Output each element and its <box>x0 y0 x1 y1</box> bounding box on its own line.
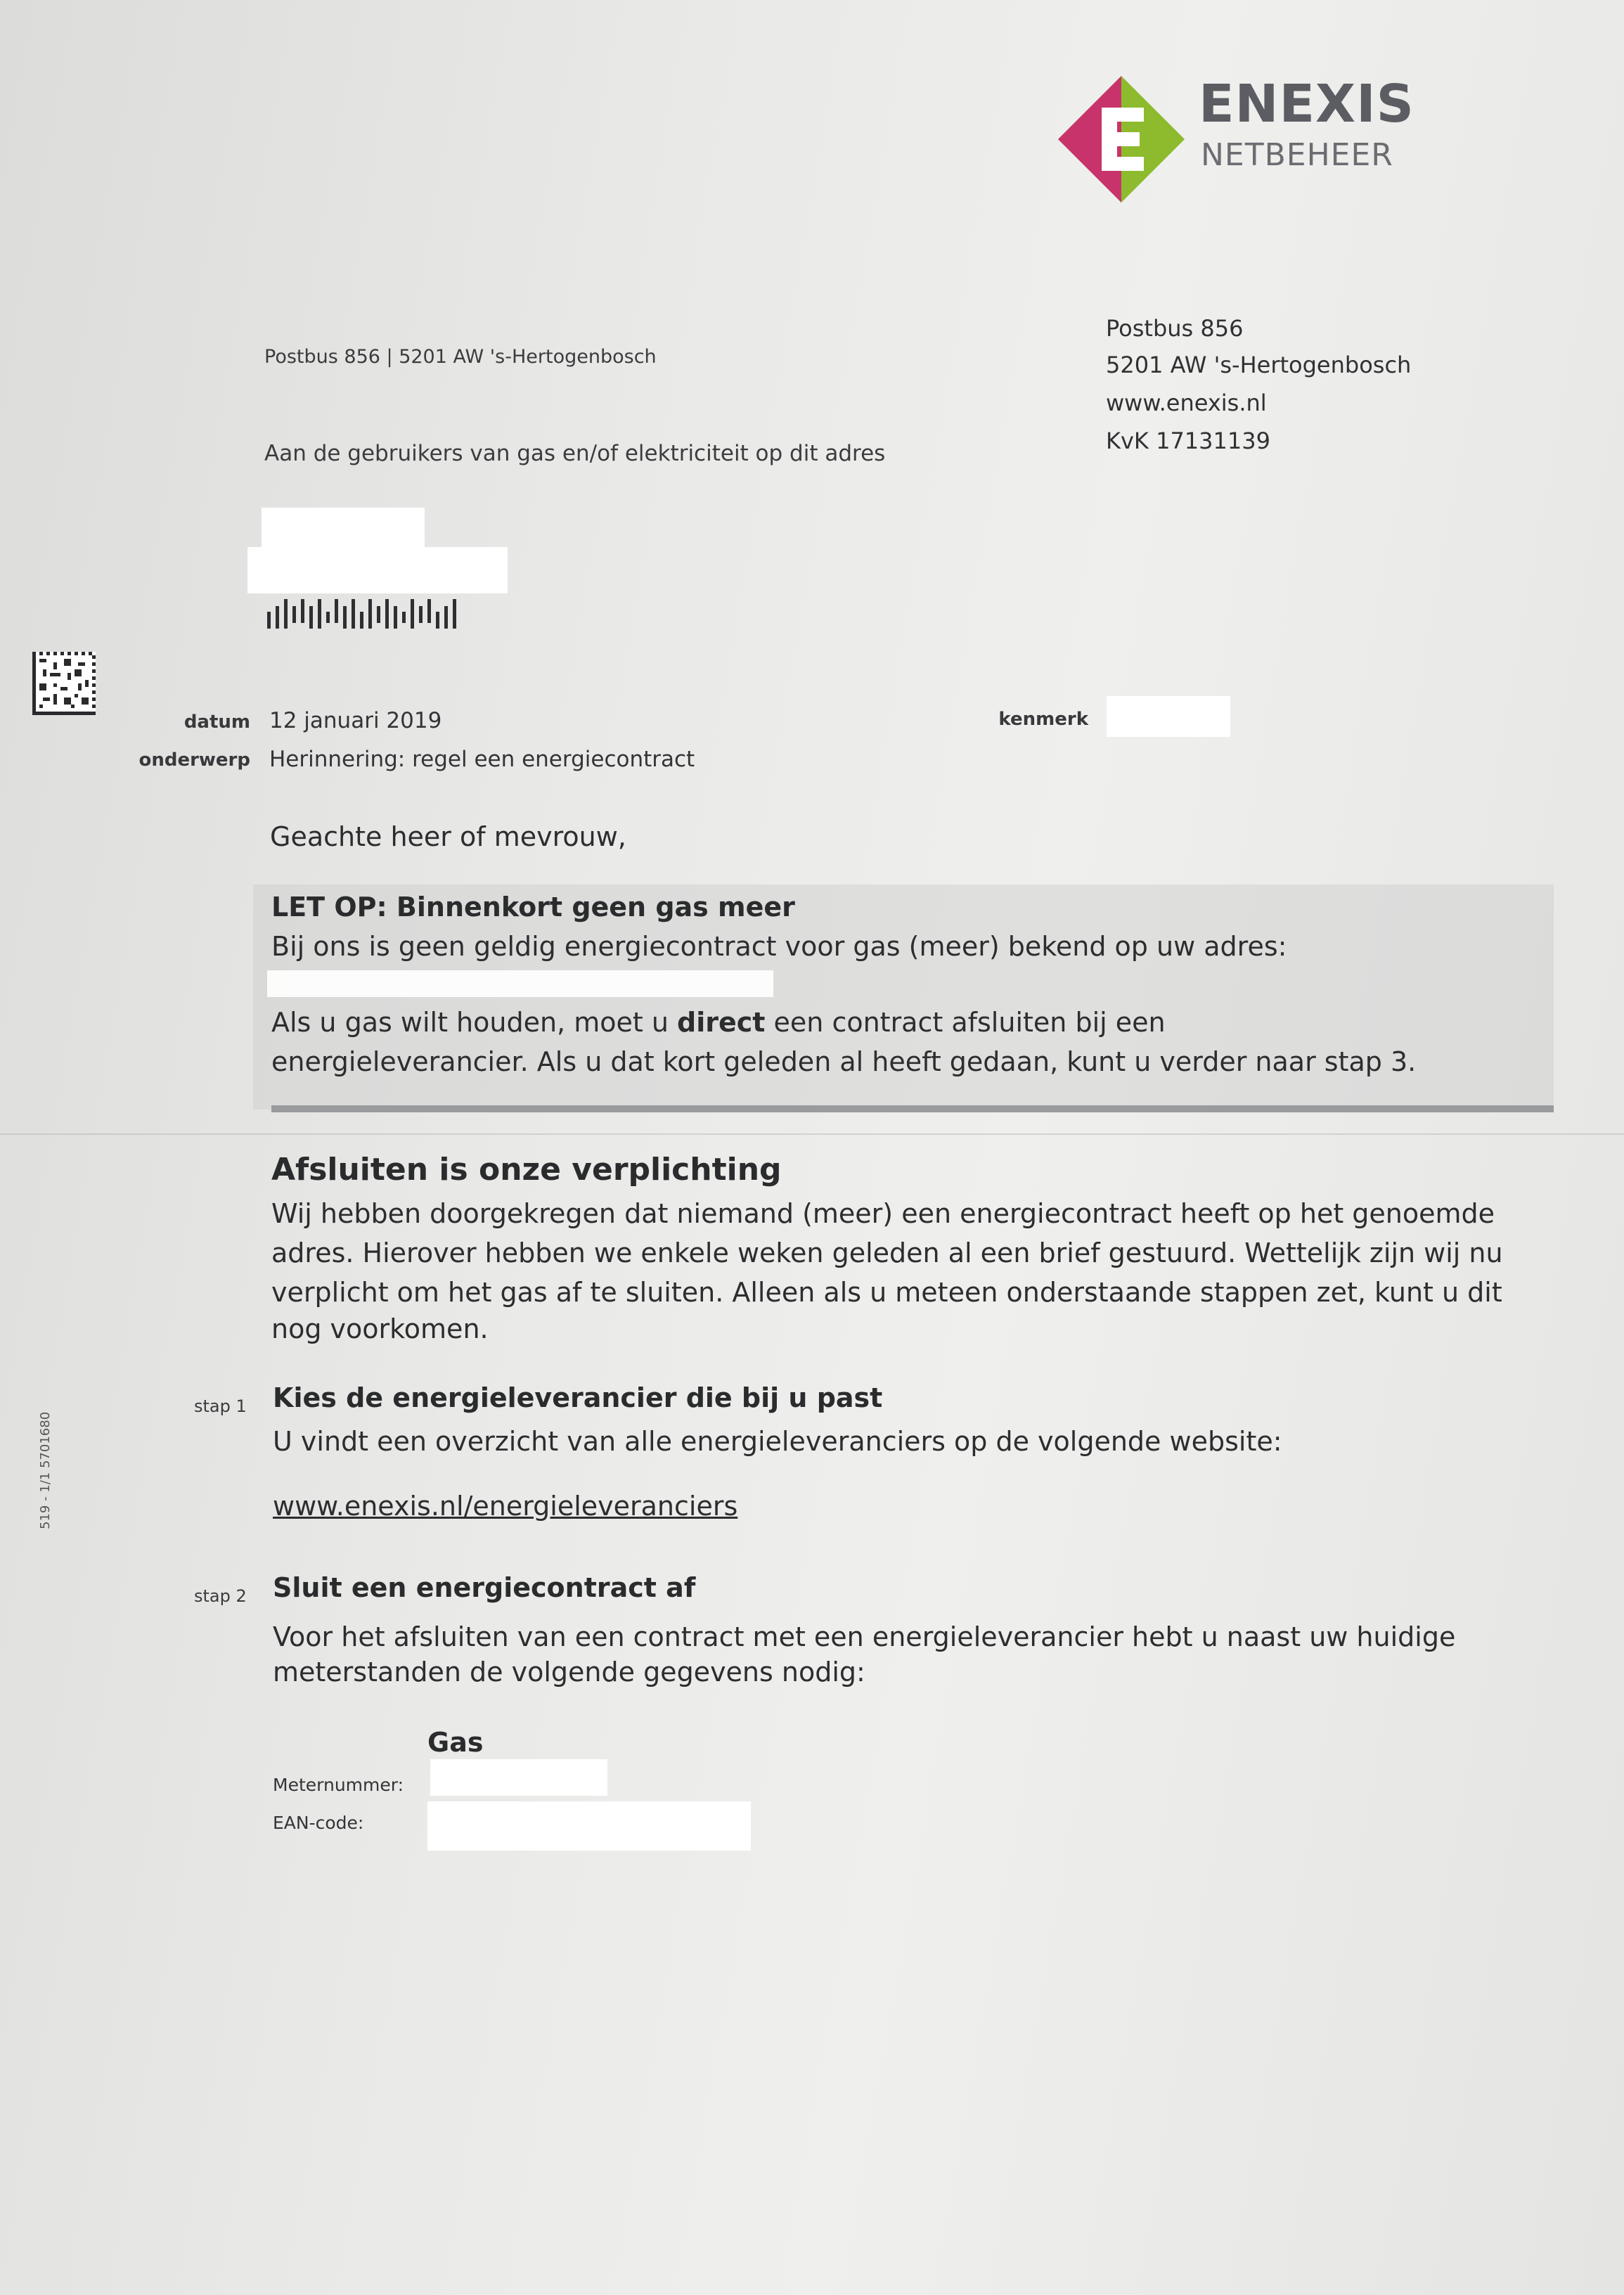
salutation: Geachte heer of mevrouw, <box>270 821 626 852</box>
brand-subtitle: NETBEHEER <box>1201 137 1393 173</box>
redacted-ean-code <box>427 1801 751 1851</box>
document-code: 519 - 1/1 5701680 <box>38 1411 53 1529</box>
sender-website: www.enexis.nl <box>1106 390 1267 416</box>
notice-line-3: energieleverancier. Als u dat kort geleden al heeft gedaan, kunt u verder naar stap 3. <box>271 1046 1417 1077</box>
step-1-title: Kies de energieleverancier die bij u past <box>273 1382 883 1413</box>
sender-postbus: Postbus 856 <box>1106 315 1244 342</box>
suppliers-link[interactable]: www.enexis.nl/energieleveranciers <box>273 1491 738 1522</box>
step-2-line-2: meterstanden de volgende gegevens nodig: <box>273 1657 865 1688</box>
obligation-line-2: adres. Hierover hebben we enkele weken geleden al een brief gestuurd. Wettelijk zijn wij nu <box>271 1238 1503 1268</box>
obligation-line-3: verplicht om het gas af te sluiten. Alleen als u meteen onderstaande stappen zet, kunt u dit <box>271 1277 1502 1308</box>
notice-line-1: Bij ons is geen geldig energiecontract voor gas (meer) bekend op uw adres: <box>271 931 1287 962</box>
meter-number-label: Meternummer: <box>273 1775 404 1795</box>
step-1-text: U vindt een overzicht van alle energieleveranciers op de volgende website: <box>273 1426 1282 1457</box>
notice-heading: LET OP: Binnenkort geen gas meer <box>271 892 795 922</box>
obligation-heading: Afsluiten is onze verplichting <box>271 1152 782 1188</box>
meter-column-heading: Gas <box>427 1727 484 1758</box>
reference-label: kenmerk <box>998 709 1088 730</box>
redacted-meter-number <box>430 1759 607 1796</box>
step-2-title: Sluit een energiecontract af <box>273 1572 696 1603</box>
enexis-logo-icon <box>1058 76 1185 202</box>
brand-name: ENEXIS <box>1199 74 1414 134</box>
subject-value: Herinnering: regel een energiecontract <box>269 747 695 772</box>
postal-barcode-icon <box>266 596 464 631</box>
step-1-label: stap 1 <box>194 1396 247 1416</box>
redacted-name <box>262 508 425 548</box>
addressee-line: Aan de gebruikers van gas en/of elektriciteit op dit adres <box>264 441 886 466</box>
step-2-label: stap 2 <box>194 1586 247 1606</box>
redacted-reference <box>1107 696 1230 737</box>
date-value: 12 januari 2019 <box>269 708 442 733</box>
redacted-notice-address <box>267 970 773 997</box>
subject-label: onderwerp <box>138 750 250 771</box>
notice-emphasis: direct <box>677 1007 766 1038</box>
return-address: Postbus 856 | 5201 AW 's-Hertogenbosch <box>264 346 657 368</box>
ean-label: EAN-code: <box>273 1813 364 1833</box>
section-divider <box>271 1105 1554 1112</box>
step-2-line-1: Voor het afsluiten van een contract met een energieleverancier hebt u naast uw huidige <box>273 1621 1456 1652</box>
obligation-line-1: Wij hebben doorgekregen dat niemand (meer) een energiecontract heeft op het genoemde <box>271 1198 1495 1229</box>
date-label: datum <box>183 712 250 733</box>
redacted-address <box>247 547 508 593</box>
notice-line-2: Als u gas wilt houden, moet u direct een contract afsluiten bij een <box>271 1007 1166 1038</box>
obligation-line-4: nog voorkomen. <box>271 1313 489 1344</box>
datamatrix-code-icon <box>32 652 96 715</box>
sender-city: 5201 AW 's-Hertogenbosch <box>1106 352 1412 378</box>
sender-kvk: KvK 17131139 <box>1106 428 1270 454</box>
paper-fold <box>0 1133 1624 1135</box>
